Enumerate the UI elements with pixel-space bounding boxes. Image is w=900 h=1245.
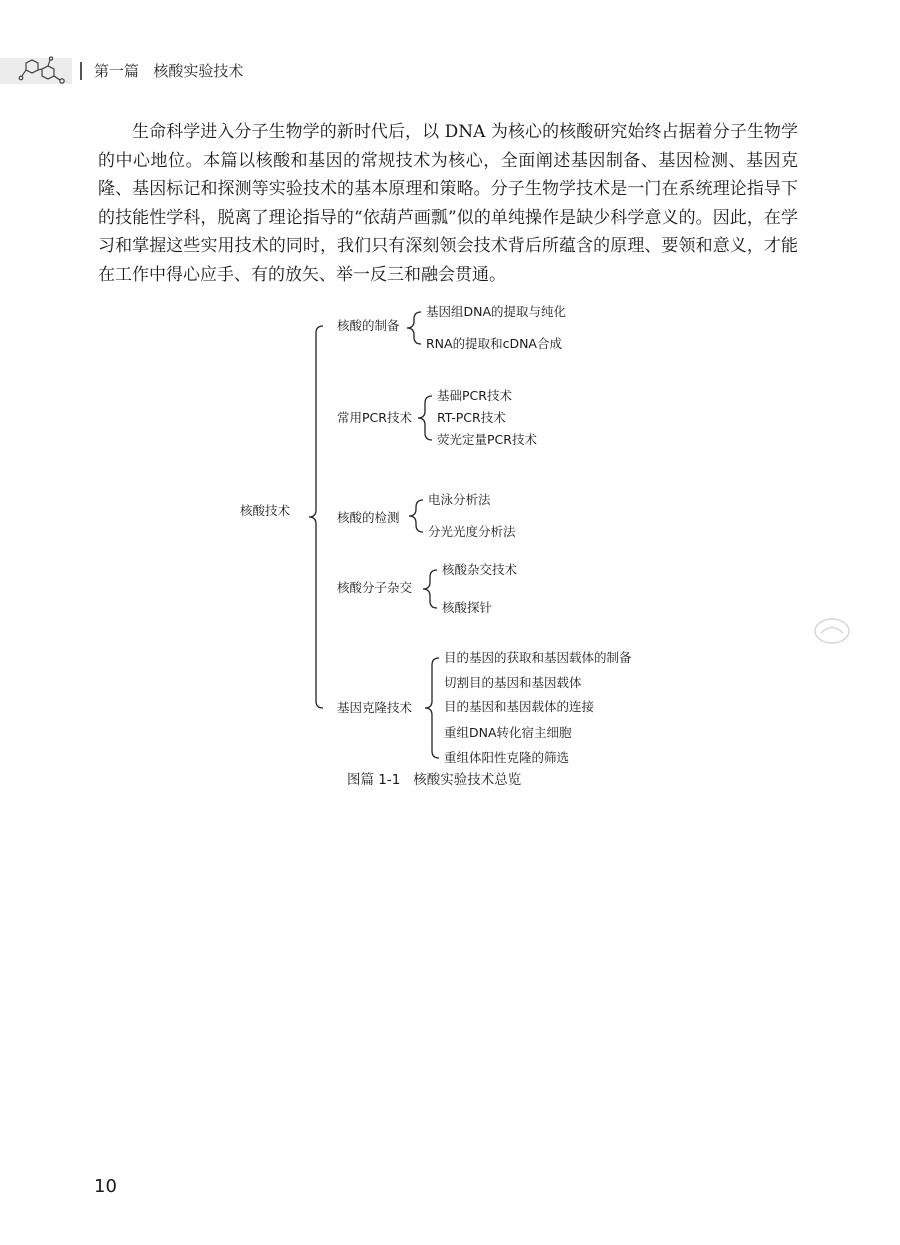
branch-label: 核酸分子杂交 bbox=[337, 580, 413, 595]
figure-number: 图篇 1-1 bbox=[347, 772, 401, 788]
leaf-item: 核酸杂交技术 bbox=[442, 562, 518, 577]
figure-title: 核酸实验技术总览 bbox=[413, 772, 522, 788]
branch-label: 基因克隆技术 bbox=[337, 700, 413, 715]
leaf-item: 基础PCR技术 bbox=[437, 388, 512, 403]
header-title bbox=[94, 60, 243, 81]
branch-brace bbox=[407, 312, 421, 344]
branch-brace bbox=[418, 396, 432, 440]
leaf-item: 目的基因的获取和基因载体的制备 bbox=[444, 650, 632, 665]
leaf-item: 分光光度分析法 bbox=[428, 524, 516, 539]
leaf-item: 重组DNA转化宿主细胞 bbox=[444, 725, 572, 740]
running-header bbox=[0, 54, 900, 88]
chapter-label: 第一篇 bbox=[94, 62, 140, 80]
root-label: 核酸技术 bbox=[240, 503, 291, 518]
leaf-item: RNA的提取和cDNA合成 bbox=[426, 336, 562, 351]
leaf-item: RT-PCR技术 bbox=[437, 410, 506, 425]
chapter-title: 核酸实验技术 bbox=[153, 62, 244, 80]
molecule-logo-icon bbox=[18, 54, 78, 88]
intro-paragraph: 生命科学进入分子生物学的新时代后，以 DNA 为核心的核酸研究始终占据着分子生物学的中心地位。本篇以核酸和基因的常规技术为核心，全面阐述基因制备、基因检测、基因克隆、基因标记和探测等实验技术的基本原理和策略。分子生物学技术是一门在系统理论指导下的技能性学科，脱离了理论指导的“依葫芦画瓢”似的单纯操作是缺少科学意义的。因此，在学习和掌握这些实用技术的同时，我们只有深刻领会技术背后所蕴含的原理、要领和意义，才能在工作中得心应手、有的放矢、举一反三和融会贯通。 bbox=[98, 122, 798, 285]
branch-brace bbox=[425, 658, 439, 758]
leaf-item: 电泳分析法 bbox=[428, 492, 491, 507]
leaf-item: 基因组DNA的提取与纯化 bbox=[426, 304, 567, 319]
publisher-watermark-icon bbox=[812, 616, 852, 646]
branch-brace bbox=[423, 570, 437, 608]
figure-caption bbox=[347, 772, 521, 788]
branch-brace bbox=[409, 500, 423, 532]
leaf-item: 重组体阳性克隆的筛选 bbox=[444, 750, 570, 765]
branch-label: 核酸的检测 bbox=[337, 510, 400, 525]
branch-label: 常用PCR技术 bbox=[337, 410, 412, 425]
page-number: 10 bbox=[94, 1176, 117, 1197]
header-separator bbox=[80, 62, 82, 80]
leaf-item: 目的基因和基因载体的连接 bbox=[444, 699, 595, 714]
leaf-item: 核酸探针 bbox=[442, 600, 493, 615]
root-brace bbox=[309, 326, 323, 708]
branch-label: 核酸的制备 bbox=[337, 318, 400, 333]
leaf-item: 切割目的基因和基因载体 bbox=[444, 675, 582, 690]
overview-diagram bbox=[0, 290, 900, 810]
leaf-item: 荧光定量PCR技术 bbox=[437, 432, 537, 447]
